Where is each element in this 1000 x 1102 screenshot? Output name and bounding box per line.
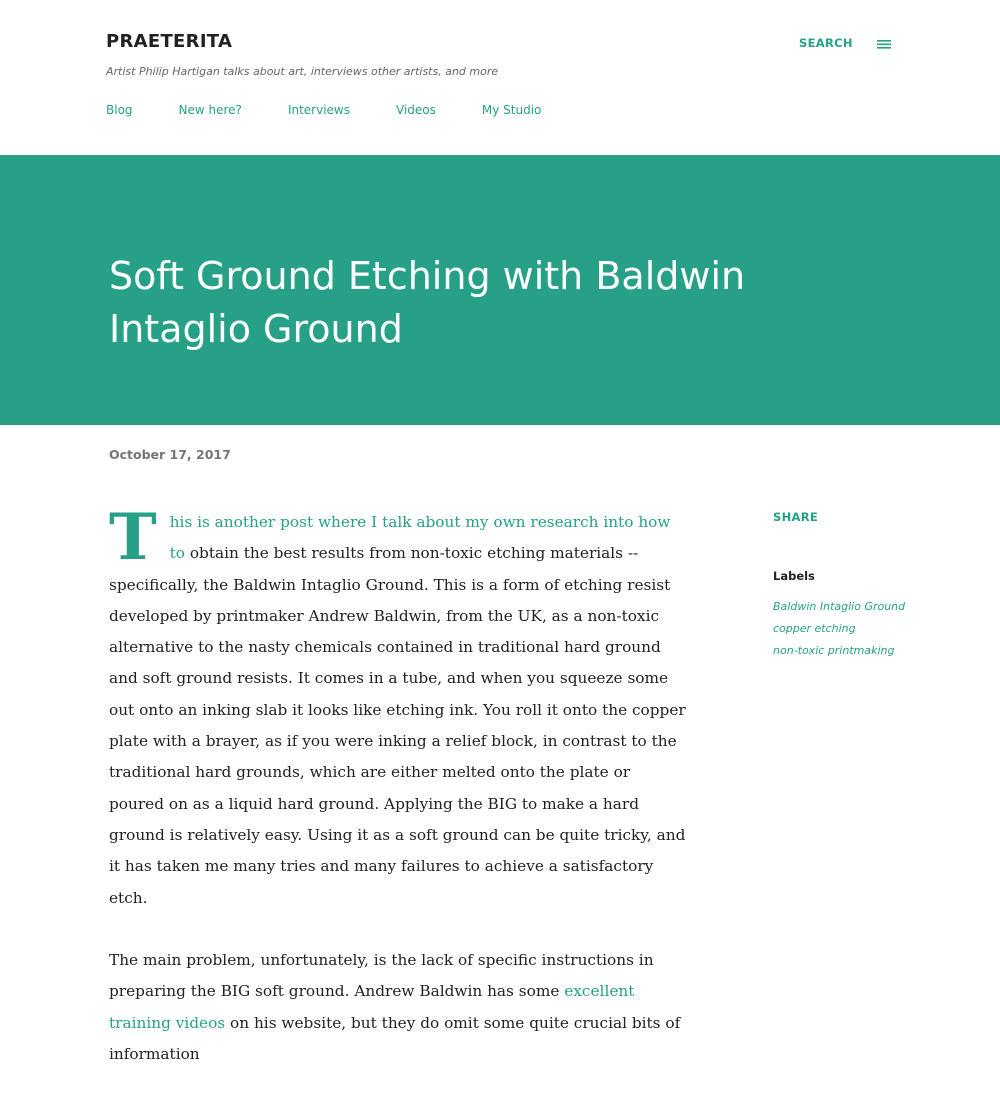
share-button[interactable]: SHARE (773, 510, 819, 524)
main-nav (106, 103, 587, 117)
drop-cap: T (109, 500, 157, 575)
post-body (109, 500, 689, 1102)
nav-item-blog[interactable]: Blog (106, 103, 133, 117)
nav-item-my-studio[interactable]: My Studio (481, 103, 542, 117)
site-header (0, 0, 1000, 155)
training-videos-link[interactable]: excellent training videos (109, 982, 635, 1032)
nav-item-videos[interactable]: Videos (396, 103, 436, 117)
paragraph-text: The main problem, unfortunately, is the lack of specific instructions in preparing the BIG soft ground. Andrew Baldwin has some (109, 951, 654, 1001)
labels-list (773, 596, 905, 662)
label-link[interactable]: non-toxic printmaking (773, 644, 895, 657)
post-hero-banner (0, 155, 1000, 425)
site-title[interactable]: PRAETERITA (106, 31, 233, 52)
search-button[interactable]: SEARCH (799, 36, 853, 50)
paragraph-text: on his website, but they do omit some quite crucial bits of information (109, 1013, 681, 1064)
nav-item-interviews[interactable]: Interviews (287, 103, 350, 117)
hamburger-menu-icon[interactable] (876, 36, 892, 55)
lead-text: his is another post where I talk about my own research into how to (169, 513, 671, 563)
site-description: Artist Philip Hartigan talks about art, interviews other artists, and more (106, 65, 499, 78)
post-date[interactable]: October 17, 2017 (109, 447, 231, 462)
post-paragraph (109, 500, 689, 914)
labels-heading: Labels (773, 569, 815, 583)
post-paragraph (109, 945, 689, 1070)
paragraph-text: obtain the best results from non-toxic etching materials -- specifically, the Baldwin Intaglio Ground. This is a form of etching resist developed by printmaker Andrew Baldwin, from the UK, as a non-toxic alternative to the nasty chemicals contained in traditional hard ground and soft ground resists. It comes in a tube, and when you squeeze some out onto an inking slab it looks like etching ink. You roll it onto the copper plate with a brayer, as if you were inking a relief block, in contrast to the traditional hard grounds, which are either melted onto the plate or poured on as a liquid hard ground. Applying the BIG to make a hard ground is relatively easy. Using it as a soft ground can be quite tricky, and it has taken me many tries and many failures to achieve a satisfactory etch. (109, 544, 686, 907)
label-link[interactable]: copper etching (773, 622, 856, 635)
nav-item-new-here[interactable]: New here? (178, 103, 242, 117)
post-title: Soft Ground Etching with Baldwin Intaglio Ground (109, 254, 746, 351)
label-link[interactable]: Baldwin Intaglio Ground (773, 600, 906, 613)
